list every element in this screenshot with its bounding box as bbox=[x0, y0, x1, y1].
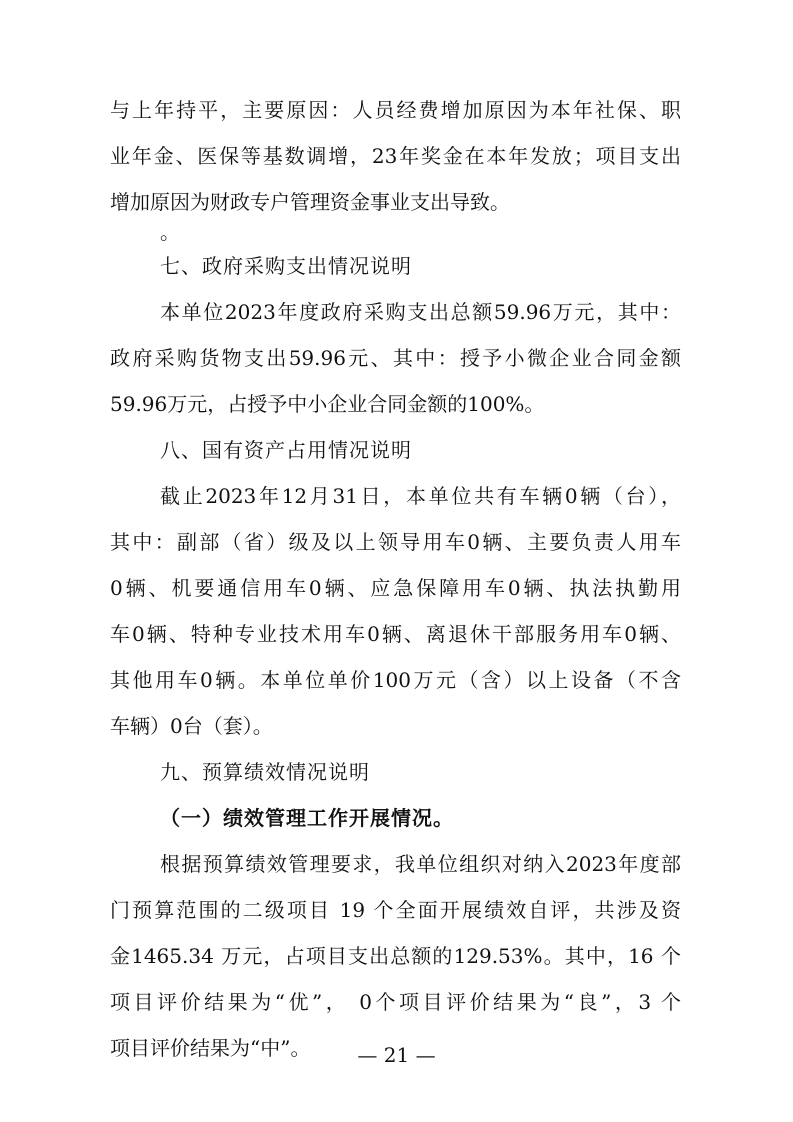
paragraph-line: 业年金、医保等基数调增，23年奖金在本年发放；项目支出 bbox=[110, 144, 681, 168]
paragraph-line: 政府采购货物支出59.96元、其中：授予小微企业合同金额 bbox=[110, 346, 681, 370]
paragraph-line: 59.96万元，占授予中小企业合同金额的100%。 bbox=[110, 392, 545, 416]
paragraph-line: 项目评价结果为“中”。 bbox=[110, 1036, 311, 1060]
paragraph-line: 0辆、机要通信用车0辆、应急保障用车0辆、执法执勤用 bbox=[110, 576, 681, 600]
paragraph-line: 截止2023年12月31日，本单位共有车辆0辆（台）， bbox=[160, 484, 681, 508]
paragraph-line: 车0辆、特种专业技术用车0辆、离退休干部服务用车0辆、 bbox=[110, 622, 681, 646]
paragraph-line: 本单位2023年度政府采购支出总额59.96万元，其中： bbox=[160, 300, 681, 324]
paragraph-line: 与上年持平，主要原因：人员经费增加原因为本年社保、职 bbox=[110, 98, 681, 122]
section-heading-7: 七、政府采购支出情况说明 bbox=[160, 254, 412, 278]
paragraph-line: 门预算范围的二级项目 19 个全面开展绩效自评，共涉及资 bbox=[110, 898, 681, 922]
paragraph-line: 项目评价结果为“优”， 0个项目评价结果为“良”，3 个 bbox=[110, 990, 681, 1014]
page-number: — 21 — bbox=[357, 1043, 436, 1067]
section-heading-8: 八、国有资产占用情况说明 bbox=[160, 438, 412, 462]
paragraph-line: 其中：副部（省）级及以上领导用车0辆、主要负责人用车 bbox=[110, 530, 681, 554]
paragraph-line: 车辆）0台（套）。 bbox=[110, 714, 273, 738]
paragraph-line: 根据预算绩效管理要求，我单位组织对纳入2023年度部 bbox=[160, 852, 681, 876]
section-heading-9: 九、预算绩效情况说明 bbox=[160, 760, 370, 784]
paragraph-line: 增加原因为财政专户管理资金事业支出导致。 bbox=[110, 190, 510, 214]
stray-period: 。 bbox=[160, 220, 180, 244]
paragraph-line: 其他用车0辆。本单位单价100万元（含）以上设备（不含 bbox=[110, 668, 681, 692]
subsection-heading-9-1: （一）绩效管理工作开展情况。 bbox=[160, 806, 454, 830]
paragraph-line: 金1465.34 万元，占项目支出总额的129.53%。其中，16 个 bbox=[110, 944, 681, 968]
